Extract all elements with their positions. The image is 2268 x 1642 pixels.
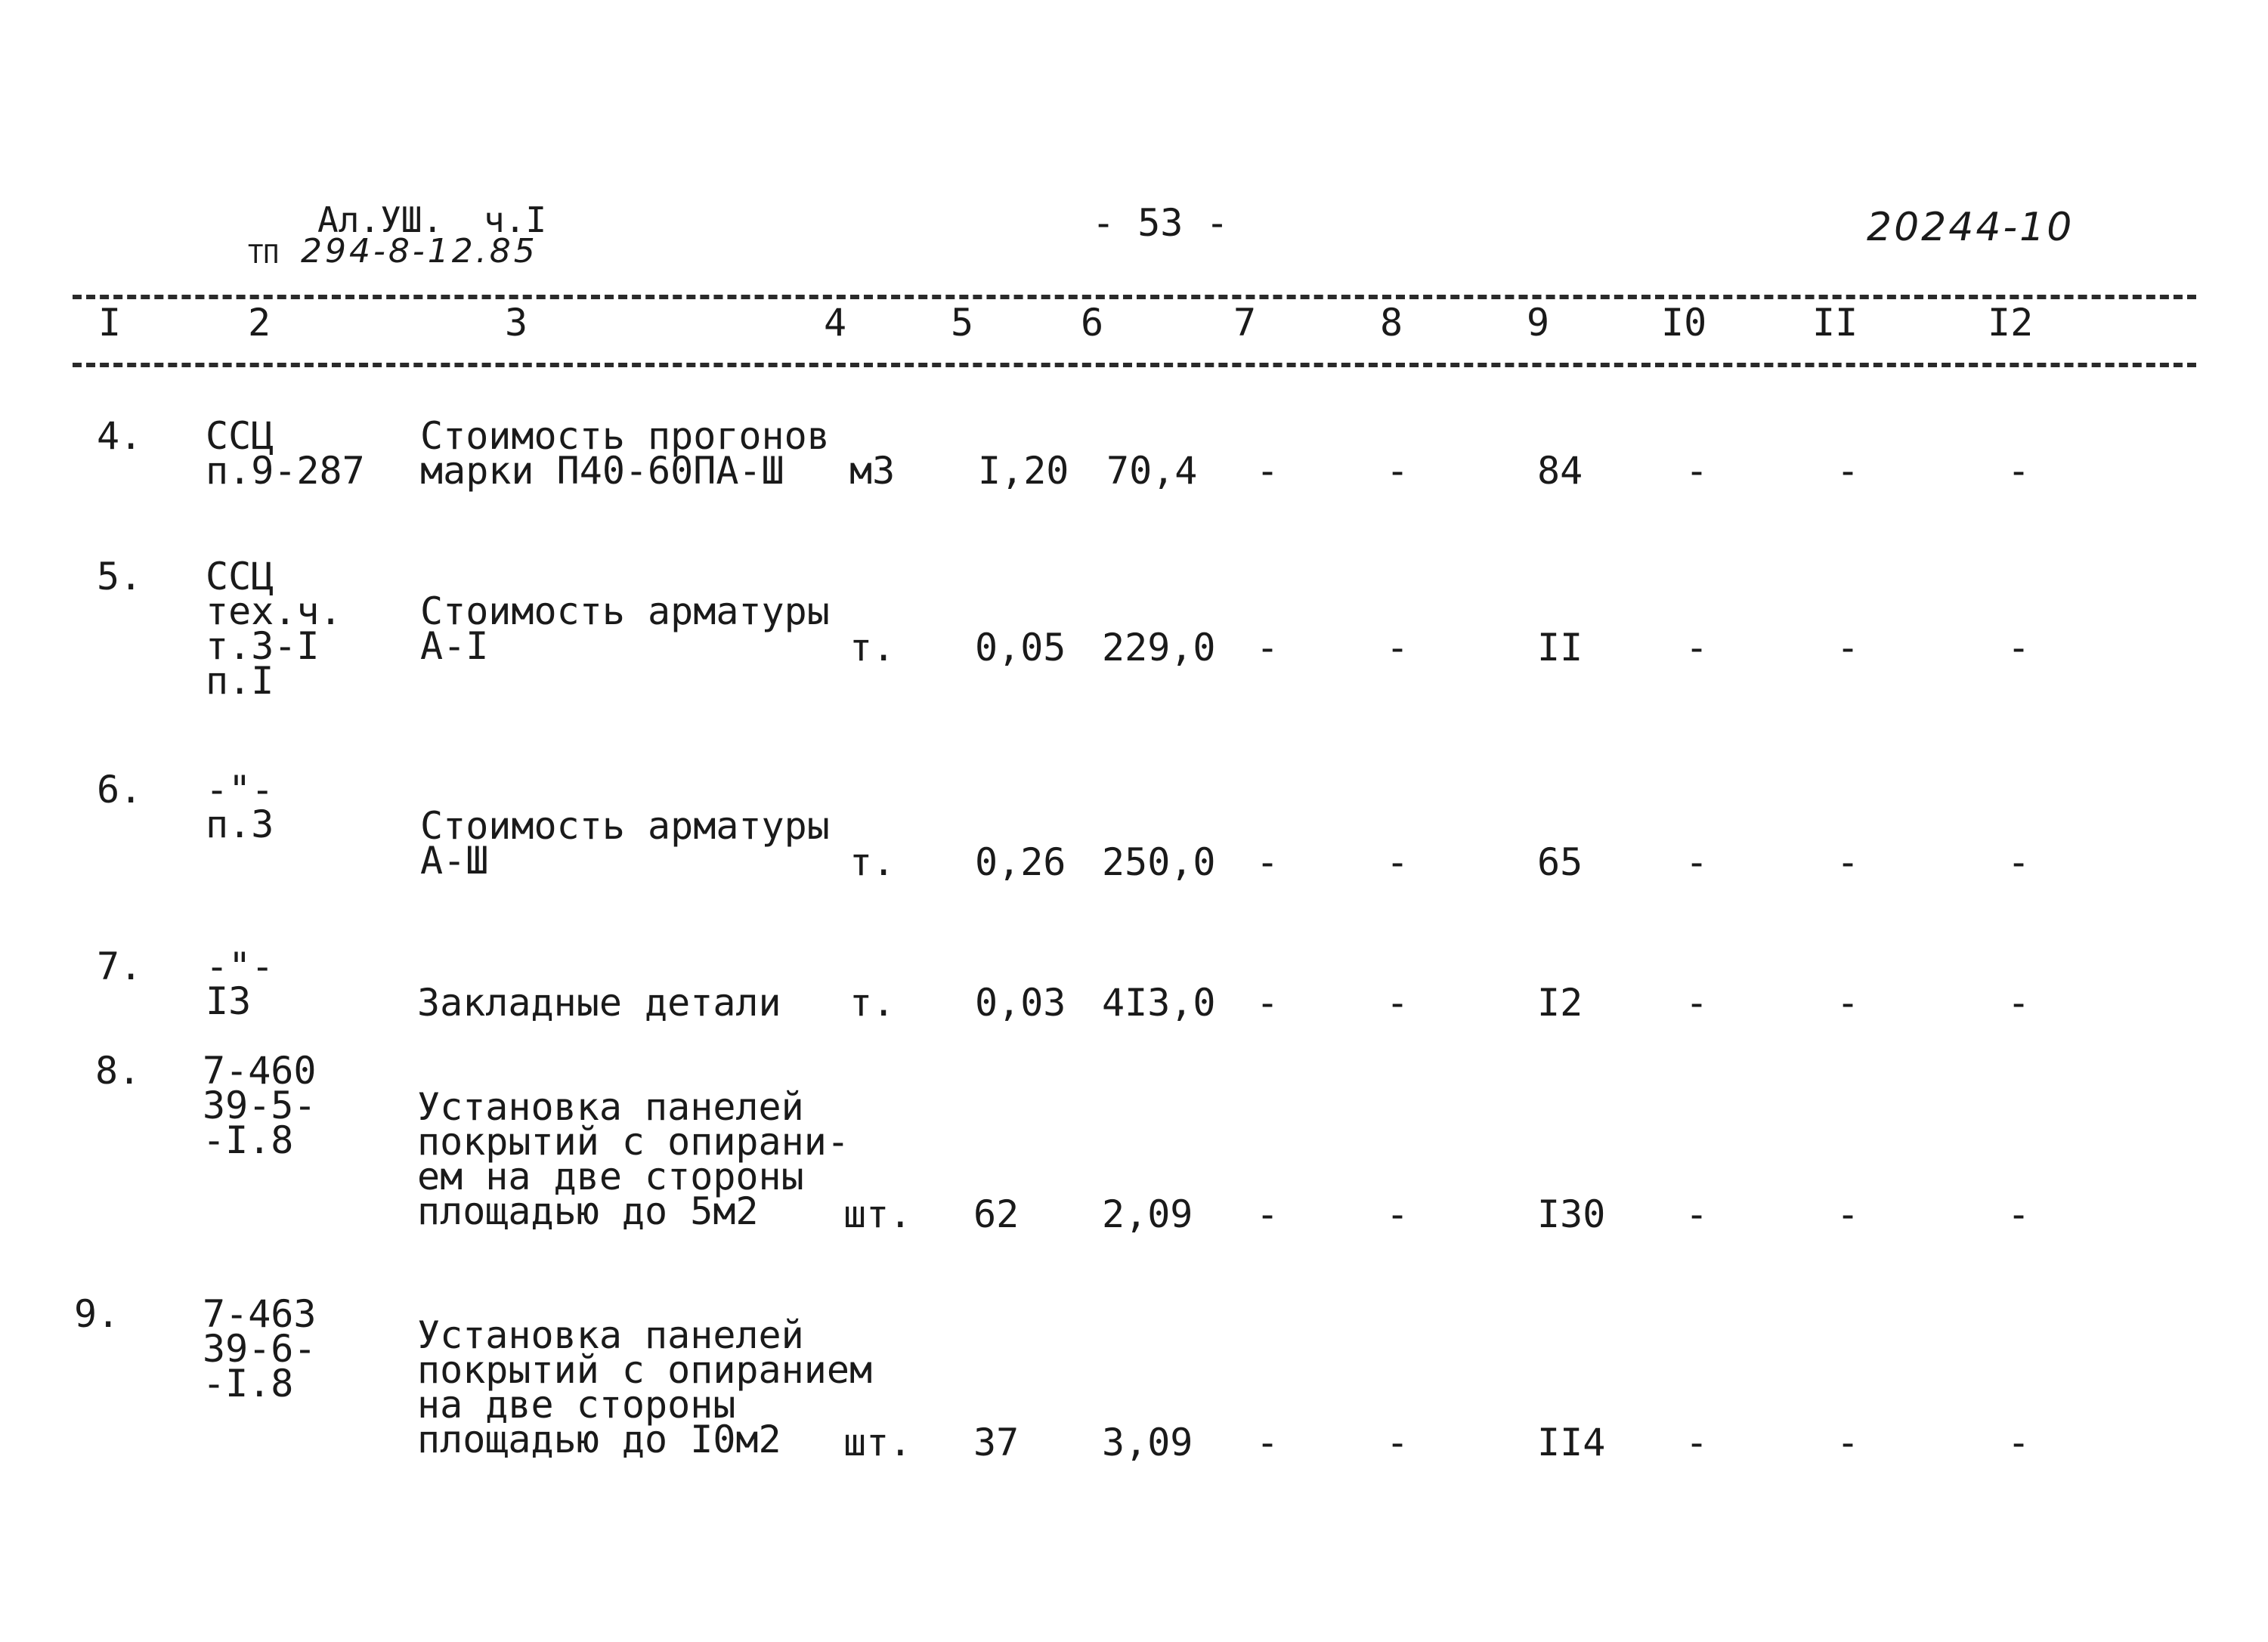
column-number: 3 [505, 301, 528, 345]
row-col7: - [1256, 1192, 1279, 1236]
row-col12: - [2007, 840, 2031, 884]
row-col12: - [2007, 1192, 2031, 1236]
row-price: 2,09 [1102, 1192, 1193, 1236]
row-col11: - [1836, 981, 1860, 1025]
row-unit: т. [849, 840, 896, 884]
row-col10: - [1685, 626, 1709, 669]
row-col9: II [1537, 626, 1583, 669]
row-unit: т. [849, 626, 896, 669]
row-code: ССЦ тех.ч. т.3-I п.I [206, 555, 342, 703]
row-description: Установка панелей покрытий с опиранием на две стороны площадью до I0м2 [417, 1313, 873, 1461]
column-number: 2 [248, 301, 271, 345]
row-col8: - [1386, 449, 1409, 493]
tp-prefix: ТП [248, 240, 279, 270]
row-description: Стоимость прогонов марки П40-60ПА-Ш [420, 414, 830, 493]
row-col9: I2 [1537, 981, 1583, 1025]
column-number: 4 [824, 301, 847, 345]
row-col10: - [1685, 840, 1709, 884]
row-col12: - [2007, 626, 2031, 669]
row-col10: - [1685, 1421, 1709, 1464]
column-number: 8 [1380, 301, 1403, 345]
column-number: I [98, 301, 122, 345]
row-col8: - [1386, 981, 1409, 1025]
header-bottom-rule [73, 363, 2196, 367]
row-number: 7. [97, 945, 143, 988]
column-number: II [1812, 301, 1858, 345]
row-col11: - [1836, 1421, 1860, 1464]
row-col12: - [2007, 981, 2031, 1025]
row-quantity: I,20 [978, 449, 1069, 493]
row-quantity: 0,26 [975, 840, 1066, 884]
page-number: - 53 - [1092, 201, 1229, 245]
column-number: 6 [1081, 301, 1104, 345]
row-col11: - [1836, 449, 1860, 493]
row-col9: II4 [1537, 1421, 1606, 1464]
row-code: -"- I3 [206, 945, 274, 1023]
tp-code: 294-8-12.85 [301, 232, 538, 271]
row-code: -"- п.3 [206, 768, 274, 846]
row-quantity: 37 [973, 1421, 1020, 1464]
column-number: I2 [1988, 301, 2034, 345]
row-col8: - [1386, 840, 1409, 884]
row-code: 7-460 39-5- -I.8 [203, 1049, 317, 1162]
album-label: Ал.УШ. [317, 199, 444, 240]
row-col12: - [2007, 449, 2031, 493]
row-number: 8. [95, 1049, 141, 1093]
row-number: 5. [97, 555, 143, 598]
row-description: Стоимость арматуры А-Ш [420, 804, 830, 883]
row-col7: - [1256, 626, 1279, 669]
row-col9: 84 [1537, 449, 1583, 493]
row-quantity: 0,05 [975, 626, 1066, 669]
column-number: 9 [1527, 301, 1550, 345]
row-col10: - [1685, 981, 1709, 1025]
row-col8: - [1386, 626, 1409, 669]
row-description: Закладные детали [417, 981, 781, 1025]
row-quantity: 62 [973, 1192, 1020, 1236]
row-description: Стоимость арматуры А-I [420, 589, 830, 668]
column-number: 5 [951, 301, 974, 345]
row-quantity: 0,03 [975, 981, 1066, 1025]
row-col10: - [1685, 1192, 1709, 1236]
row-col7: - [1256, 1421, 1279, 1464]
row-col7: - [1256, 981, 1279, 1025]
row-number: 6. [97, 768, 143, 812]
row-col9: 65 [1537, 840, 1583, 884]
document-number: 20244-10 [1867, 205, 2075, 250]
row-description: Установка панелей покрытий с опирани- ем на две стороны площадью до 5м2 [417, 1085, 849, 1233]
row-number: 4. [97, 414, 143, 458]
row-col8: - [1386, 1421, 1409, 1464]
row-price: 4I3,0 [1102, 981, 1216, 1025]
row-price: 229,0 [1102, 626, 1216, 669]
row-price: 3,09 [1102, 1421, 1193, 1464]
row-col7: - [1256, 449, 1279, 493]
row-number: 9. [74, 1292, 120, 1336]
header-top-rule [73, 295, 2196, 299]
row-col12: - [2007, 1421, 2031, 1464]
row-col9: I30 [1537, 1192, 1606, 1236]
row-col11: - [1836, 626, 1860, 669]
row-col11: - [1836, 840, 1860, 884]
row-price: 250,0 [1102, 840, 1216, 884]
column-number: I0 [1661, 301, 1707, 345]
part-label: ч.I [484, 199, 547, 240]
row-unit: м3 [849, 449, 896, 493]
row-col7: - [1256, 840, 1279, 884]
row-unit: шт. [843, 1192, 912, 1236]
row-price: 70,4 [1106, 449, 1198, 493]
row-col10: - [1685, 449, 1709, 493]
row-code: 7-463 39-6- -I.8 [203, 1292, 317, 1405]
row-code: ССЦ п.9-287 [206, 414, 365, 493]
row-col11: - [1836, 1192, 1860, 1236]
row-col8: - [1386, 1192, 1409, 1236]
row-unit: т. [849, 981, 896, 1025]
column-number: 7 [1233, 301, 1257, 345]
row-unit: шт. [843, 1421, 912, 1464]
